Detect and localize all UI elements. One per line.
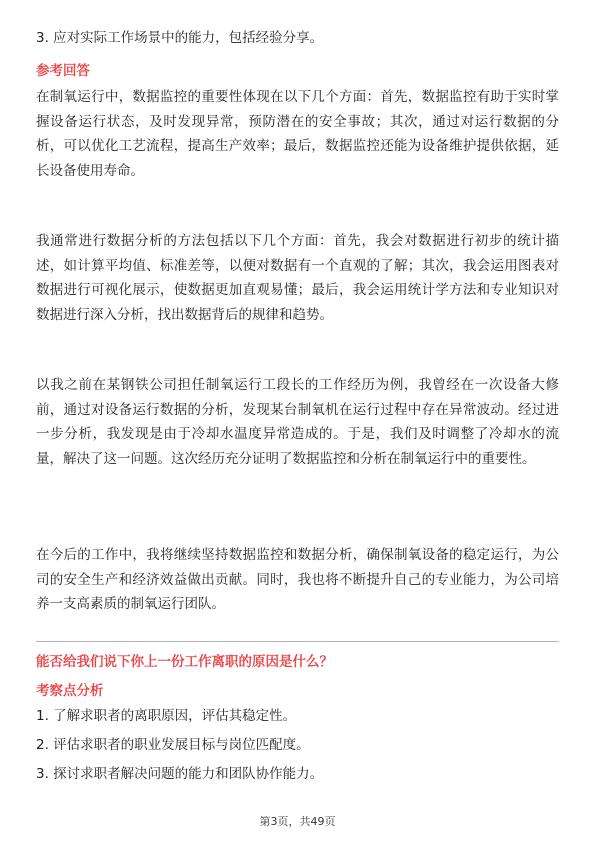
answer-paragraph-2: 我通常进行数据分析的方法包括以下几个方面：首先，我会对数据进行初步的统计描述，如计算平均值、标准差等，以便对数据有一个直观的了解；其次，我会运用图表对数据进行可视化展示，使数据更加直观易懂；最后，我会运用统计学方法和专业知识对数据进行深入分析，找出数据背后的规律和趋势。	[36, 233, 559, 323]
answer-paragraph-1: 在制氧运行中，数据监控的重要性体现在以下几个方面：首先，数据监控有助于实时掌握设备运行状态，及时发现异常，预防潜在的安全事故；其次，通过对运行数据的分析，可以优化工艺流程，提高生产效率；最后，数据监控还能为设备维护提供依据，延长设备使用寿命。	[36, 89, 559, 179]
analysis-point: 1. 了解求职者的离职原因，评估其稳定性。	[36, 708, 297, 724]
page-number: 第3页，共49页	[259, 815, 336, 828]
question-heading: 能否给我们说下你上一份工作离职的原因是什么？	[36, 654, 333, 670]
reference-answer-heading: 参考回答	[36, 63, 90, 79]
analysis-point: 3. 探讨求职者解决问题的能力和团队协作能力。	[36, 766, 324, 782]
analysis-heading: 考察点分析	[36, 683, 104, 699]
section-divider	[36, 641, 559, 642]
answer-paragraph-3: 以我之前在某钢铁公司担任制氧运行工段长的工作经历为例，我曾经在一次设备大修前，通过对设备运行数据的分析，发现某台制氧机在运行过程中存在异常波动。经过进一步分析，我发现是由于冷却水温度异常造成的。于是，我们及时调整了冷却水的流量，解决了这一问题。这次经历充分证明了数据监控和分析在制氧运行中的重要性。	[36, 377, 559, 467]
top-item: 3. 应对实际工作场景中的能力，包括经验分享。	[36, 30, 324, 46]
answer-paragraph-4: 在今后的工作中，我将继续坚持数据监控和数据分析，确保制氧设备的稳定运行，为公司的安全生产和经济效益做出贡献。同时，我也将不断提升自己的专业能力，为公司培养一支高素质的制氧运行团队。	[36, 547, 559, 613]
analysis-point: 2. 评估求职者的职业发展目标与岗位匹配度。	[36, 737, 310, 753]
